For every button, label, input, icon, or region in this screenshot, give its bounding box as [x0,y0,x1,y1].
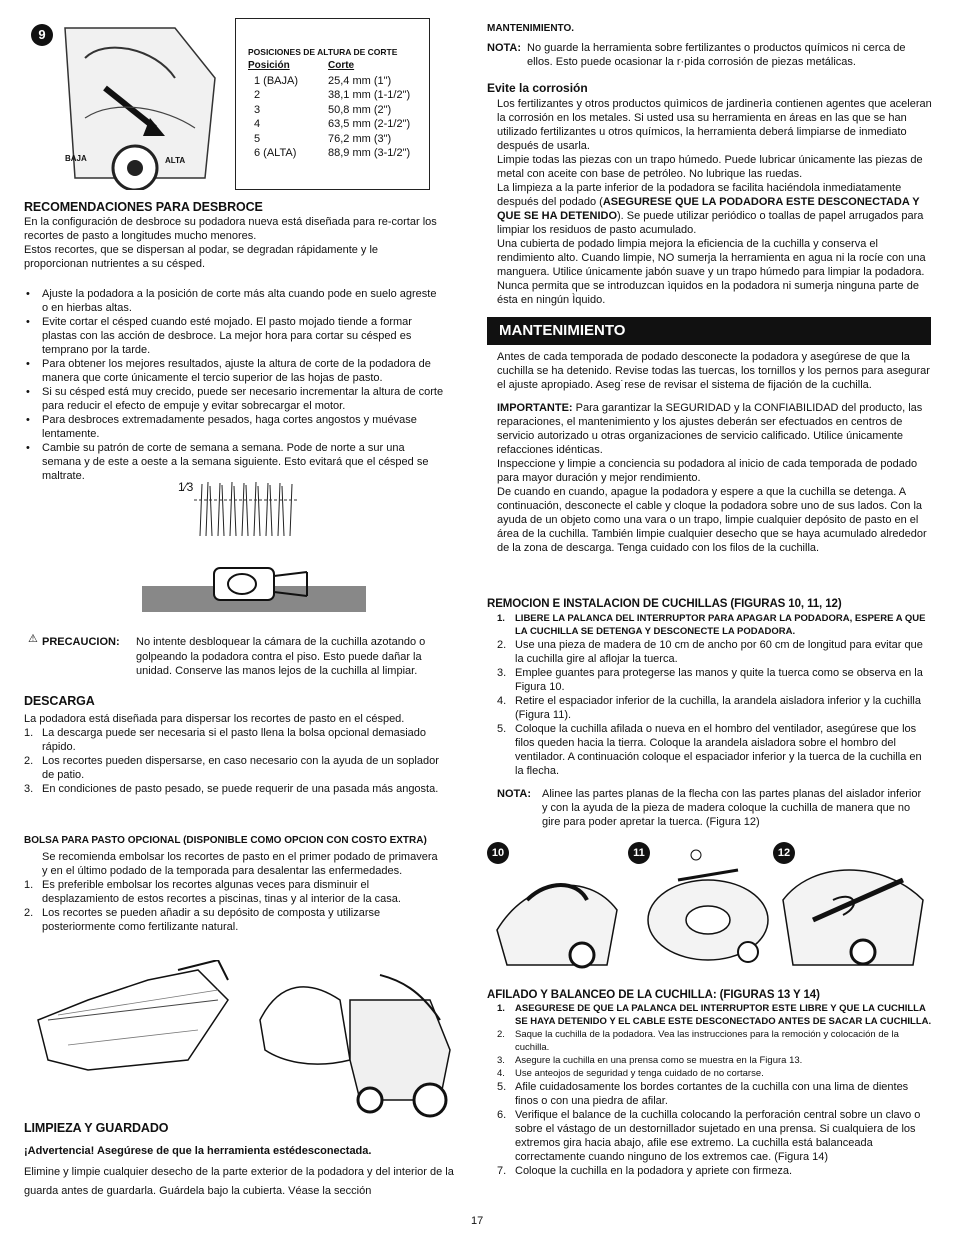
list-item [497,1164,932,1178]
cut-position: 4 [254,118,261,130]
list-text: Verifique el balance de la cuchilla colocando la perforación central sobre un clavo o sobre el vástago de un destornillador sujetado en una prensa. Si cualquiera de los extremos gira hacia abajo, afile ese extremo. La cuchilla está balanceada correctamente cuando ninguno de los extremos cae. (Figura 14) [515,1109,921,1163]
cut-height: 38,1 mm (1-1/2") [328,89,411,101]
fraction-label: 1⁄3 [178,480,194,494]
cut-table-title: POSICIONES DE ALTURA DE CORTE [248,47,398,57]
cut-position: 2 [254,89,261,101]
list-text: Coloque la cuchilla afilada o nueva en el hombro del ventilador, asegúrese que los filos queden hacia la tierra. Coloque la arandela aisladora sobre el hombro del ventilador. A continuación coloque el espaciador inferior y la tuerca de la cuchilla en la flecha. [515,723,922,777]
grass-blades [170,478,300,538]
blade-install-illustration [773,840,933,970]
col-cut-header: Corte [328,60,355,71]
desbroce-title: RECOMENDACIONES PARA DESBROCE [24,200,263,214]
figure-9-badge: 9 [31,24,53,46]
afilado-title: AFILADO Y BALANCEO DE LA CUCHILLA: (FIGURAS 13 Y 14) [487,989,820,1001]
figure-12 [773,840,933,970]
page-number: 17 [471,1215,484,1227]
precaucion-text: No intente desbloquear la cámara de la cuchilla azotando o golpeando la podadora contra el piso. Esto puede dañar la unidad. Conserve las manos lejos de la cuchilla al limpiar. [136,636,426,677]
cut-height-table-box [235,18,430,190]
list-text: Retire el espaciador inferior de la cuchilla, la arandela aisladora inferior y la cuchilla (Figura 11). [515,695,921,721]
figure-9 [25,18,227,190]
remocion-nota: Alinee las partes planas de la flecha con las partes planas del aislador inferior y con la ayuda de la pieza de madera coloque la cuchilla de manera que no gire para poder apretar la tuerca. (Figura 12) [542,788,922,828]
desbroce-bullet: • Para desbroces extremadamente pesados, haga cortes angostos y muévase lentamente. [24,413,444,441]
maintenance-ref: MANTENIMIENTO. [487,23,575,34]
list-text: Use anteojos de seguridad y tenga cuidado de no cortarse. [515,1068,764,1079]
cut-table-row [248,146,416,161]
list-number: 2. [497,639,507,651]
list-text: Coloque la cuchilla en la podadora y apriete con firmeza. [515,1165,792,1177]
desbroce-bullet: • Evite cortar el césped cuando esté mojado. El pasto mojado tiende a formar plastas con las acción de desbroce. La mejor hora para cortar su césped es temprano por la tarde. [24,315,444,357]
descarga-body [24,712,444,796]
cut-table-row [248,74,416,89]
desbroce-p1: En la configuración de desbroce su podadora nueva está diseñada para re-cortar los recortes de pasto a longitudes mucho menores. [24,216,437,242]
cut-position: 3 [254,103,261,116]
list-text: Los recortes se pueden añadir a su depósito de composta y utilizarse posteriormente como fertilizante natural. [42,907,381,933]
remocion-nota-label: NOTA: [497,788,532,800]
figure-10 [487,840,627,970]
list-item [24,878,444,906]
list-item [497,666,932,694]
list-text: Afile cuidadosamente los bordes cortantes de la cuchilla con una lima de dientes finos o con una piedra de afilar. [515,1081,909,1107]
figure-12-badge: 12 [773,842,795,864]
remocion-list [497,612,932,778]
list-number: 7. [497,1165,507,1177]
mant-p2: Inspeccione y limpie a conciencia su podadora al inicio de cada temporada de podado para mayor duración y mejor rendimiento. [497,458,918,484]
list-item [497,1067,932,1080]
bolsa-list [24,878,444,934]
mant-p1: Antes de cada temporada de podado desconecte la podadora y asegúrese de que la cuchilla se ha detenido. Revise todas las tuercas, los tornillos y los pernos para asegurar el ajuste apropiado. Aseg˙rese de revisar el sistema de fijación de la cuchilla. [497,351,930,391]
list-item [497,638,932,666]
mowing-pattern-illustration [142,562,366,612]
cut-height: 88,9 mm (3-1/2") [328,147,411,159]
list-text: Asegure la cuchilla en una prensa como se muestra en la Figura 13. [515,1055,803,1066]
mower-height-adjust-illustration [25,18,227,190]
list-number: 2. [24,755,34,767]
desbroce-bullet: • Si su césped está muy crecido, puede ser necesario incrementar la altura de corte para reducir el efecto de empuje y evitar sobrecargar el motor. [24,385,444,413]
bolsa-title: BOLSA PARA PASTO OPCIONAL (DISPONIBLE COMO OPCION CON COSTO EXTRA) [24,835,427,846]
list-item [24,782,444,796]
col-position-header: Posición [248,60,290,71]
list-text: Emplee guantes para protegerse las manos y quite la tuerca como se observa en la Figura 10. [515,667,923,693]
corrosion-p1: Los fertilizantes y otros productos quìmicos de jardinerìa contienen agentes que aceleran la corrosión en los metales. Si usted usa su herramienta en áreas en las que se han utilizado fertilizantes u otros químicos, la herramienta deberá limpiarse de inmediato después de usarla. [497,98,932,152]
cut-table-row [248,103,416,118]
desbroce-bullet: • Para obtener los mejores resultados, ajuste la altura de corte de la podadora de manera que corte únicamente el tercio superior de las hojas de pasto. [24,357,444,385]
corrosion-p3: La limpieza a la parte inferior de la podadora se facilita haciéndola inmediatamente después del podado (ASEGURESE QUE LA PODADORA ESTE DESCONECTADA Y QUE SE HA DETENIDO). Se puede utilizar periódico o toallas de papel arrugados para limpiar los residuos de pasto acumulado. [497,182,924,236]
cut-position: 1 (BAJA) [254,74,299,87]
cut-position: 5 [254,132,261,145]
mower-with-bag-illustration [250,960,460,1120]
cut-position: 6 (ALTA) [254,147,297,159]
list-item [497,1108,932,1164]
figure-10-badge: 10 [487,842,509,864]
list-number: 1. [497,1003,505,1014]
list-number: 2. [24,907,34,919]
nota-label: NOTA: [487,42,522,54]
afilado-list [497,1002,932,1178]
list-number: 2. [497,1029,505,1040]
figure-11-badge: 11 [628,842,650,864]
cut-height: 63,5 mm (2-1/2") [328,118,411,130]
list-number: 5. [497,723,507,735]
list-number: 5. [497,1081,507,1093]
list-item [497,612,932,638]
remocion-title: REMOCION E INSTALACION DE CUCHILLAS (FIGURAS 10, 11, 12) [487,598,842,610]
list-text: Use una pieza de madera de 10 cm de ancho por 60 cm de longitud para evitar que la cuchilla gire al aflojar la tuerca. [515,639,923,665]
list-number: 1. [24,879,34,891]
list-item [497,1080,932,1108]
limpieza-text: Elimine y limpie cualquier desecho de la parte exterior de la podadora y del interior de la guarda antes de guardarla. Guárdela bajo la cubierta. Véase la sección [24,1166,454,1197]
cut-table [248,59,416,161]
grass-third-illustration [170,478,300,538]
cut-table-row [248,88,416,103]
list-number: 4. [497,1068,505,1079]
list-number: 3. [497,667,507,679]
blade-parts-illustration [628,840,773,970]
nota-text: No guarde la herramienta sobre fertilizantes o productos químicos ni cerca de ellos. Esto puede ocasionar la r·pida corrosión de piezas metálicas. [527,42,906,68]
caution-icon: ⚠ [28,633,38,645]
maintenance-body [497,350,932,555]
desbroce-bullets [24,287,444,483]
list-number: 6. [497,1109,507,1121]
importante-para: IMPORTANTE: Para garantizar la SEGURIDAD y la CONFIABILIDAD del producto, las reparaciones, el mantenimiento y los ajustes deberán ser efectuados en centros de servicio autorizado u otras organizaciones de servicio calificado. Utilice únicamente refacciones idénticas. [497,402,923,456]
list-text: La descarga puede ser necesaria si el pasto llena la bolsa opcional demasiado rápido. [42,727,427,753]
desbroce-bullet: • Ajuste la podadora a la posición de corte más alta cuando pode en suelo agreste o en hierbas altas. [24,287,444,315]
limpieza-title: LIMPIEZA Y GUARDADO [24,1121,169,1135]
list-text: Los recortes pueden dispersarse, en caso necesario con la ayuda de un soplador de patio. [42,755,439,781]
maintenance-banner: MANTENIMIENTO [487,317,931,345]
list-text: En condiciones de pasto pesado, se puede requerir de una pasada más angosta. [42,783,439,795]
list-number: 3. [497,1055,505,1066]
list-item [24,754,444,782]
cut-height: 50,8 mm (2") [328,103,392,116]
list-item [497,694,932,722]
descarga-intro: La podadora está diseñada para dispersar los recortes de pasto en el césped. [24,713,405,725]
blade-nut-removal-illustration [487,840,627,970]
list-item [497,722,932,778]
list-item [497,1054,932,1067]
low-label: BAJA [65,154,87,163]
desbroce-p2: Estos recortes, que se dispersan al podar, se degradan rápidamente y le proporcionan nutrientes a su césped. [24,244,379,270]
mower-topview [142,562,366,612]
list-number: 3. [24,783,34,795]
grass-bag-illustration [28,960,233,1080]
cut-table-row [248,117,416,132]
desbroce-body [24,215,444,271]
cut-height: 76,2 mm (3") [328,132,392,145]
descarga-list [24,726,444,796]
list-number: 4. [497,695,507,707]
corrosion-body [497,97,932,307]
list-item [24,906,444,934]
cut-height: 25,4 mm (1") [328,74,392,87]
high-label: ALTA [165,156,186,165]
list-item [497,1028,932,1054]
list-text: ASEGURESE DE QUE LA PALANCA DEL INTERRUPTOR ESTE LIBRE Y QUE LA CUCHILLA SE HAYA DETENIDO Y EL CABLE ESTE DESCONECTADO ANTES DE SACAR LA CUCHILLA. [515,1003,932,1027]
list-text: LIBERE LA PALANCA DEL INTERRUPTOR PARA APAGAR LA PODADORA, ESPERE A QUE LA CUCHILLA SE DETENGA Y DESCONECTE LA PODADORA. [515,613,926,637]
corrosion-p4: Una cubierta de podado limpia mejora la eficiencia de la cuchilla y conserva el rendimiento alto. Cuando limpie, NO sumerja la herramienta en agua ni la rocíe con una manguera. Utilice únicamente jabón suave y un trapo húmedo para limpiar la podadora. Nunca permita que se introduzcan ìquidos en la podadora ni sumerja ninguna parte de ésta en ningún Ìquido. [497,238,926,306]
list-number: 1. [24,727,34,739]
figure-11 [628,840,773,970]
list-item [24,726,444,754]
bolsa-body [24,850,444,934]
precaucion-label: PRECAUCION: [42,636,120,648]
corrosion-p2: Limpie todas las piezas con un trapo húmedo. Puede lubricar únicamente las piezas de metal con aceite con base de petróleo. No lubrique las ruedas. [497,154,923,180]
list-number: 1. [497,613,505,624]
descarga-title: DESCARGA [24,694,95,708]
corrosion-title: Evite la corrosión [487,81,588,95]
mant-p3: De cuando en cuando, apague la podadora y espere a que la cuchilla se detenga. A continuación, desconecte el cable y cloque la podadora sobre uno de sus lados. Con la ayuda de un objeto como una vara o un trapo, limpie cualquier depósito de pasto en el área de la cuchilla. También limpie cualquier desecho que se haya acumulado alrededor de la zona de descarga. Tenga cuidado con los filos de la cuchilla. [497,486,927,554]
list-text: Saque la cuchilla de la podadora. Vea las instrucciones para la remoción y colocación de la cuchilla. [515,1029,899,1053]
desbroce-bullet: • Cambie su patrón de corte de semana a semana. Pode de norte a sur una semana y de este a oeste a la semana siguiente. Esto evitará que el césped se maltrate. [24,441,444,483]
limpieza-warning: ¡Advertencia! Asegúrese de que la herramienta estédesconectada. [24,1145,372,1157]
cut-table-row [248,132,416,147]
bolsa-intro: Se recomienda embolsar los recortes de pasto en el primer podado de primavera y en el último podado de la temporada para desalentar las enfermedades. [42,851,438,877]
list-item [497,1002,932,1028]
list-text: Es preferible embolsar los recortes algunas veces para disminuir el desplazamiento de estos recortes a piscinas, tinas y al interior de la casa. [42,879,401,905]
